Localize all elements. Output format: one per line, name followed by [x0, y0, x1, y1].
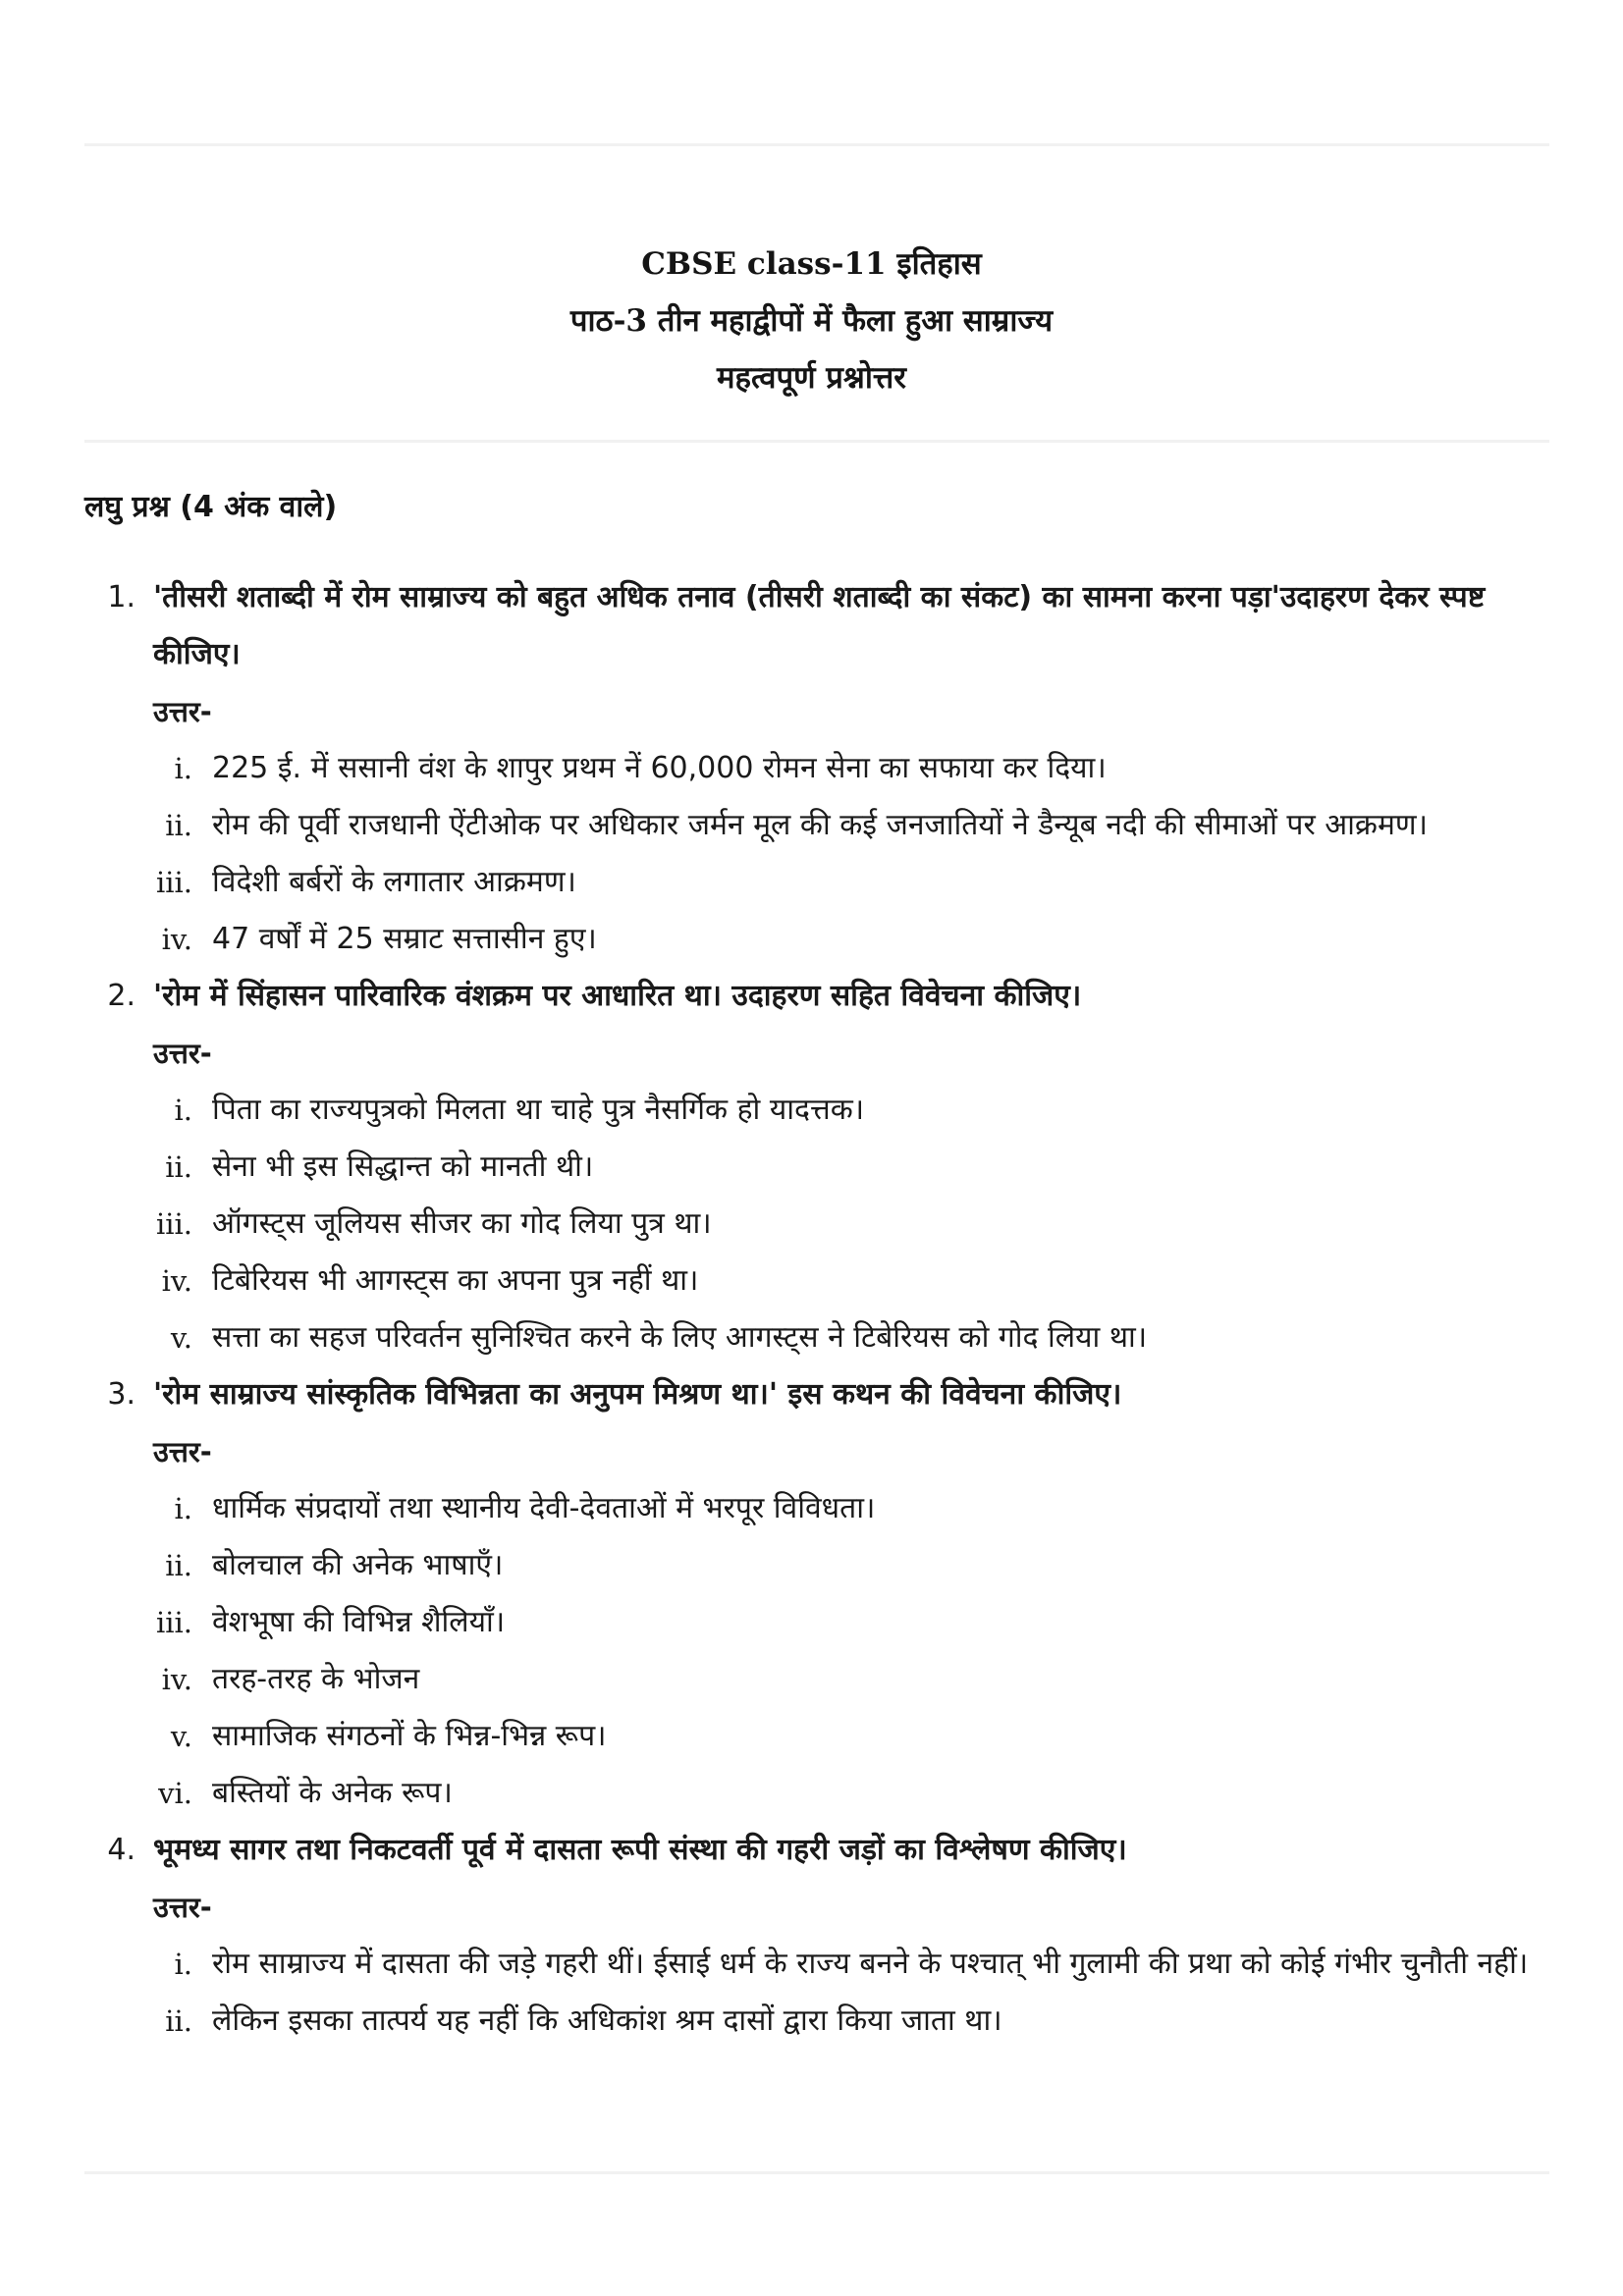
answer-item [84, 1480, 1552, 1537]
answer-item [84, 1253, 1552, 1309]
answer-text: रोम की पूर्वी राजधानी ऐंटीओक पर अधिकार जर्मन मूल की कई जनजातियों ने डैन्यूब नदी की सीमाओं पर आक्रमण। [212, 808, 1428, 842]
answer-label: उत्तर- [153, 1435, 212, 1468]
answer-number: ii. [165, 2004, 192, 2038]
question-number: 3. [107, 1377, 135, 1412]
answer-label: उत्तर- [153, 1037, 212, 1070]
answer-text: लेकिन इसका तात्पर्य यह नहीं कि अधिकांश श्रम दासों द्वारा किया जाता था। [212, 2003, 1002, 2038]
answer-text: टिबेरियस भी आगस्ट्स का अपना पुत्र नहीं था। [212, 1263, 699, 1298]
answer-text: सत्ता का सहज परिवर्तन सुनिश्चित करने के लिए आगस्ट्स ने टिबेरियस को गोद लिया था। [212, 1320, 1148, 1355]
answer-item [84, 911, 1552, 968]
answer-item [84, 1196, 1552, 1253]
answer-item [84, 1594, 1552, 1651]
answer-item [84, 1651, 1552, 1708]
top-divider [84, 143, 1549, 146]
answer-text: बस्तियों के अनेक रूप। [212, 1776, 453, 1810]
answer-number: iii. [155, 866, 192, 899]
answer-text: सामाजिक संगठनों के भिन्न-भिन्न रूप। [212, 1719, 607, 1753]
answer-item [84, 740, 1552, 797]
answer-number: ii. [165, 1549, 192, 1582]
answer-text: रोम साम्राज्य में दासता की जड़े गहरी थीं। ईसाई धर्म के राज्य बनने के पश्चात् भी गुलामी की प्रथा को कोई गंभीर चुनौती नहीं। [212, 1947, 1529, 1981]
answer-item [84, 1309, 1552, 1366]
answer-text: 225 ई. में ससानी वंश के शापुर प्रथम नें 60,000 रोमन सेना का सफाया कर दिया। [212, 751, 1107, 785]
header-divider [84, 440, 1549, 443]
question-number: 1. [107, 580, 135, 614]
header-chapter: पाठ-3 तीन महाद्वीपों में फैला हुआ साम्राज्य [569, 303, 1054, 339]
header-title: CBSE class-11 इतिहास [641, 246, 982, 282]
question-number: 4. [107, 1833, 135, 1867]
answer-text: बोलचाल की अनेक भाषाएँ। [212, 1548, 504, 1582]
answer-item [84, 1082, 1552, 1139]
section-title: लघु प्रश्न (4 अंक वाले) [84, 490, 338, 524]
answer-number: iii. [155, 1606, 192, 1639]
answer-number: iv. [161, 1264, 192, 1298]
answer-number: ii. [165, 1150, 192, 1184]
question-list [84, 569, 1552, 2050]
answer-label: उत्तर- [153, 695, 212, 728]
answer-text: ऑगस्ट्स जूलियस सीजर का गोद लिया पुत्र था। [212, 1206, 712, 1241]
question-text: 'रोम साम्राज्य सांस्कृतिक विभिन्नता का अनुपम मिश्रण था।' इस कथन की विवेचना कीजिए। [153, 1377, 1122, 1412]
answer-text: 47 वर्षों में 25 सम्राट सत्तासीन हुए। [212, 922, 597, 956]
answer-number: i. [174, 1948, 192, 1981]
answer-text: विदेशी बर्बरों के लगातार आक्रमण। [212, 865, 576, 899]
answer-item [84, 797, 1552, 854]
answer-number: i. [174, 1492, 192, 1525]
question-text: 'रोम में सिंहासन पारिवारिक वंशक्रम पर आधारित था। उदाहरण सहित विवेचना कीजिए। [153, 979, 1082, 1013]
bottom-divider [84, 2171, 1549, 2174]
answer-number: i. [174, 1094, 192, 1127]
answer-number: v. [170, 1720, 192, 1753]
answer-number: iii. [155, 1207, 192, 1241]
answer-number: iv. [161, 1663, 192, 1696]
question-text: 'तीसरी शताब्दी में रोम साम्राज्य को बहुत अधिक तनाव (तीसरी शताब्दी का संकट) का सामना करना पड़ा'उदाहरण देकर स्पष्ट कीजिए। [153, 580, 1486, 671]
answer-number: v. [170, 1321, 192, 1355]
answer-number: ii. [165, 809, 192, 842]
question-item [84, 1822, 1552, 1879]
question-number: 2. [107, 979, 135, 1013]
answer-item [84, 1708, 1552, 1765]
answer-text: धार्मिक संप्रदायों तथा स्थानीय देवी-देवताओं में भरपूर विविधता। [212, 1491, 876, 1525]
answer-item [84, 854, 1552, 911]
question-text: भूमध्य सागर तथा निकटवर्ती पूर्व में दासता रूपी संस्था की गहरी जड़ों का विश्लेषण कीजिए। [153, 1833, 1127, 1867]
answer-label: उत्तर- [153, 1891, 212, 1924]
answer-text: सेना भी इस सिद्धान्त को मानती थी। [212, 1149, 594, 1184]
answer-item [84, 1936, 1552, 1993]
answer-item [84, 1139, 1552, 1196]
answer-item [84, 1993, 1552, 2050]
header-subtitle: महत्वपूर्ण प्रश्नोत्तर [717, 360, 906, 396]
answer-item [84, 1537, 1552, 1594]
question-item [84, 968, 1552, 1025]
answer-text: पिता का राज्यपुत्रको मिलता था चाहे पुत्र नैसर्गिक हो यादत्तक। [212, 1093, 865, 1127]
answer-number: iv. [161, 923, 192, 956]
question-item [84, 1366, 1552, 1423]
document-header [0, 236, 1623, 406]
answer-number: vi. [158, 1777, 192, 1810]
answer-text: वेशभूषा की विभिन्न शैलियाँ। [212, 1605, 506, 1639]
answer-item [84, 1765, 1552, 1822]
answer-text: तरह-तरह के भोजन [212, 1662, 420, 1696]
answer-number: i. [174, 752, 192, 785]
question-item [84, 569, 1552, 683]
